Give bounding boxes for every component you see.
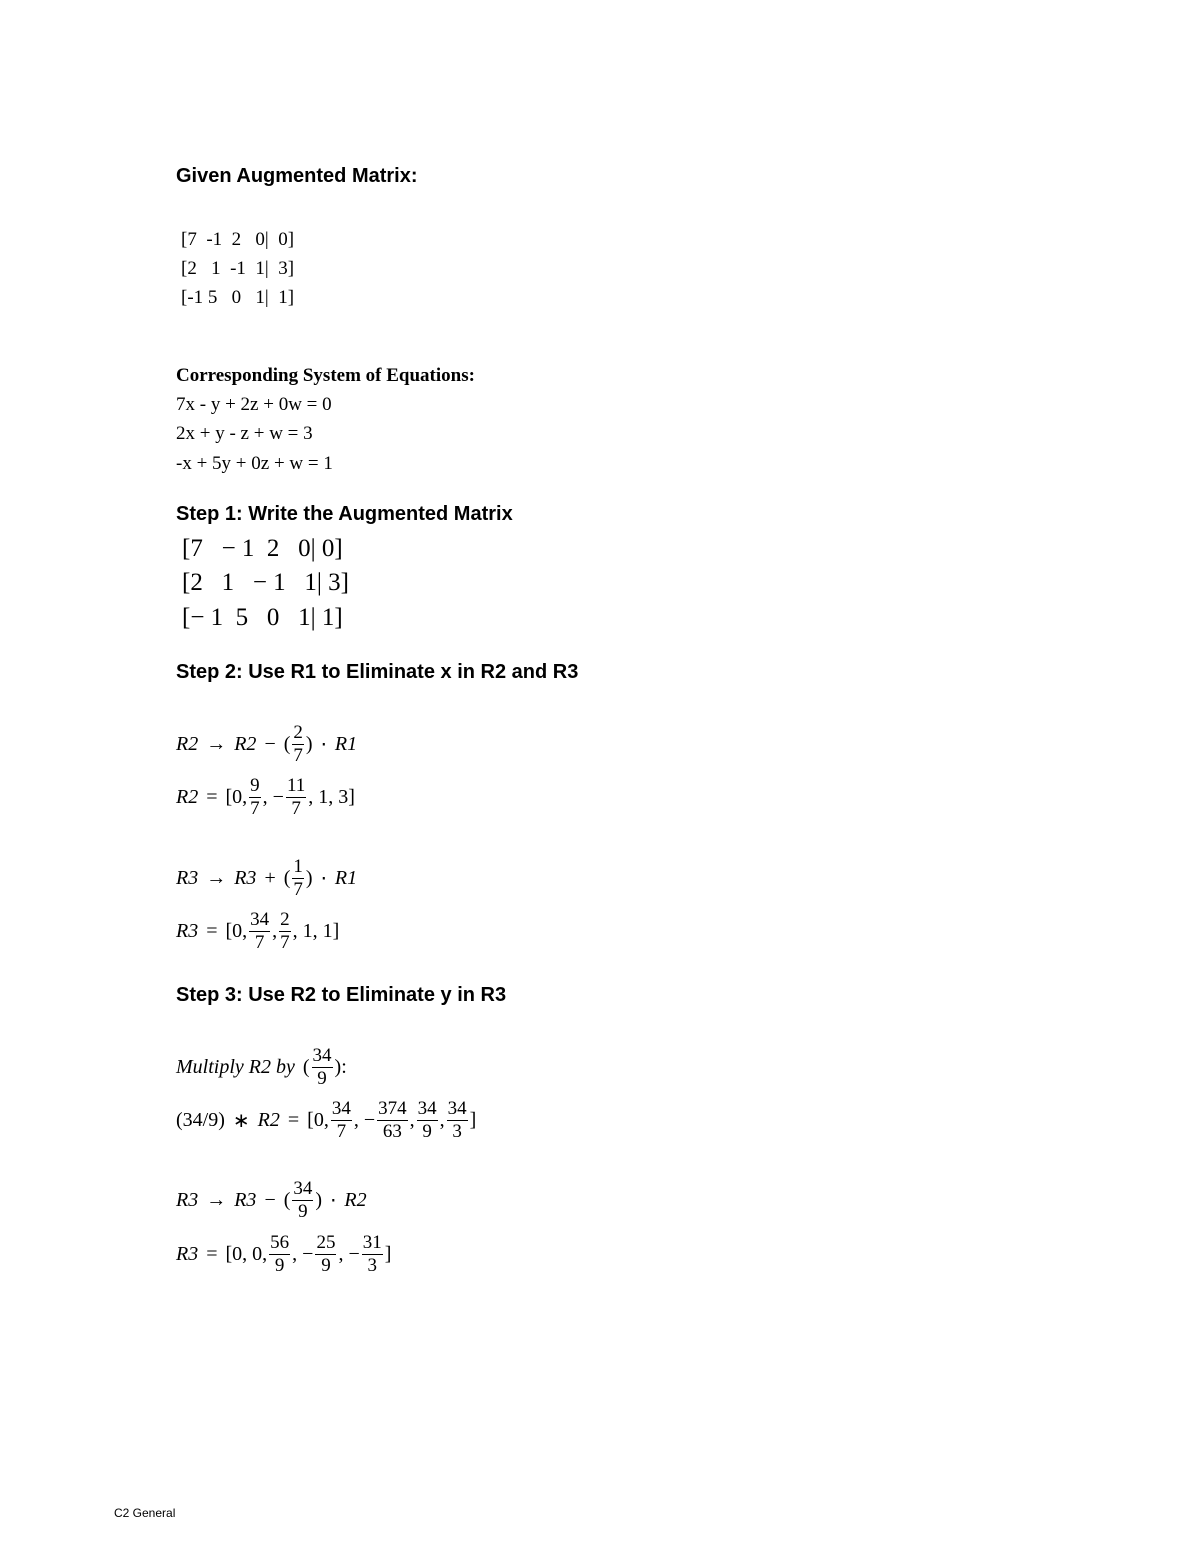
fraction: $\frac{2}{7}$ [293, 722, 303, 766]
step3-multiply: Multiply R2 by ( $\frac{34}{9}$ ): [176, 1045, 347, 1089]
fraction: $\frac{2}{7}$ [280, 909, 290, 953]
footer-label: C2 General [114, 1506, 176, 1520]
step3-scaled-row: (34/9) ∗ R2 = [0, $\frac{34}{7}$ , − $\frac{374}{63}$ , $\frac{34}{9}$ , $\frac{34}{3}$ ] [176, 1098, 477, 1142]
fraction: $\frac{34}{9}$ [293, 1178, 313, 1222]
equation-2: 2x + y - z + w = 3 [176, 423, 313, 444]
step3-r3-operation: R3 → R3 − ( $\frac{34}{9}$ ) ⋅ R2 [176, 1178, 367, 1222]
fraction: $\frac{34}{9}$ [417, 1098, 437, 1142]
fraction: $\frac{56}{9}$ [270, 1232, 290, 1276]
step3-r3-result: R3 = [0, 0, $\frac{56}{9}$ , − $\frac{25}{9}$ , − $\frac{31}{3}$ ] [176, 1232, 392, 1276]
r2-op-rhs: R2 [234, 733, 257, 755]
equation-3: -x + 5y + 0z + w = 1 [176, 453, 333, 474]
fraction: $\frac{374}{63}$ [378, 1098, 407, 1142]
step2-r2-operation: R2 → R2 − ( $\frac{2}{7}$ ) ⋅ R1 [176, 722, 358, 766]
step1-row-2: [2 1 − 1 1| 3] [182, 569, 350, 596]
r2-op-lhs: R2 [176, 733, 199, 755]
fraction: $\frac{34}{7}$ [250, 909, 270, 953]
given-row-1: [7 -1 2 0| 0] [181, 229, 295, 250]
step3-heading: Step 3: Use R2 to Eliminate y in R3 [176, 984, 507, 1006]
step1-heading: Step 1: Write the Augmented Matrix [176, 503, 513, 525]
step2-r3-result: R3 = [0, $\frac{34}{7}$ , $\frac{2}{7}$ , 1, 1] [176, 909, 340, 953]
fraction: $\frac{11}{7}$ [286, 775, 306, 819]
equation-1: 7x - y + 2z + 0w = 0 [176, 394, 332, 415]
step2-r3-operation: R3 → R3 + ( $\frac{1}{7}$ ) ⋅ R1 [176, 856, 358, 900]
fraction: $\frac{34}{3}$ [447, 1098, 467, 1142]
fraction: $\frac{34}{7}$ [331, 1098, 351, 1142]
r2-op-sign: − [264, 733, 276, 755]
step1-row-1: [7 − 1 2 0| 0] [182, 535, 343, 562]
step1-row-3: [− 1 5 0 1| 1] [182, 604, 343, 631]
fraction: $\frac{1}{7}$ [293, 856, 303, 900]
step2-heading: Step 2: Use R1 to Eliminate x in R2 and R3 [176, 661, 579, 683]
given-row-3: [-1 5 0 1| 1] [181, 287, 295, 308]
step2-r2-result: R2 = [0, $\frac{9}{7}$ , − $\frac{11}{7}$ , 1, 3] [176, 775, 355, 819]
fraction: $\frac{9}{7}$ [250, 775, 260, 819]
fraction: $\frac{34}{9}$ [312, 1045, 332, 1089]
r2-op-arrow: → [206, 733, 227, 755]
fraction: $\frac{25}{9}$ [316, 1232, 336, 1276]
given-heading: Given Augmented Matrix: [176, 165, 418, 187]
dot-operator: ⋅ [320, 734, 327, 756]
given-row-2: [2 1 -1 1| 3] [181, 258, 295, 279]
system-heading: Corresponding System of Equations: [176, 365, 475, 386]
r2-op-row: R1 [334, 733, 358, 755]
fraction: $\frac{31}{3}$ [362, 1232, 382, 1276]
